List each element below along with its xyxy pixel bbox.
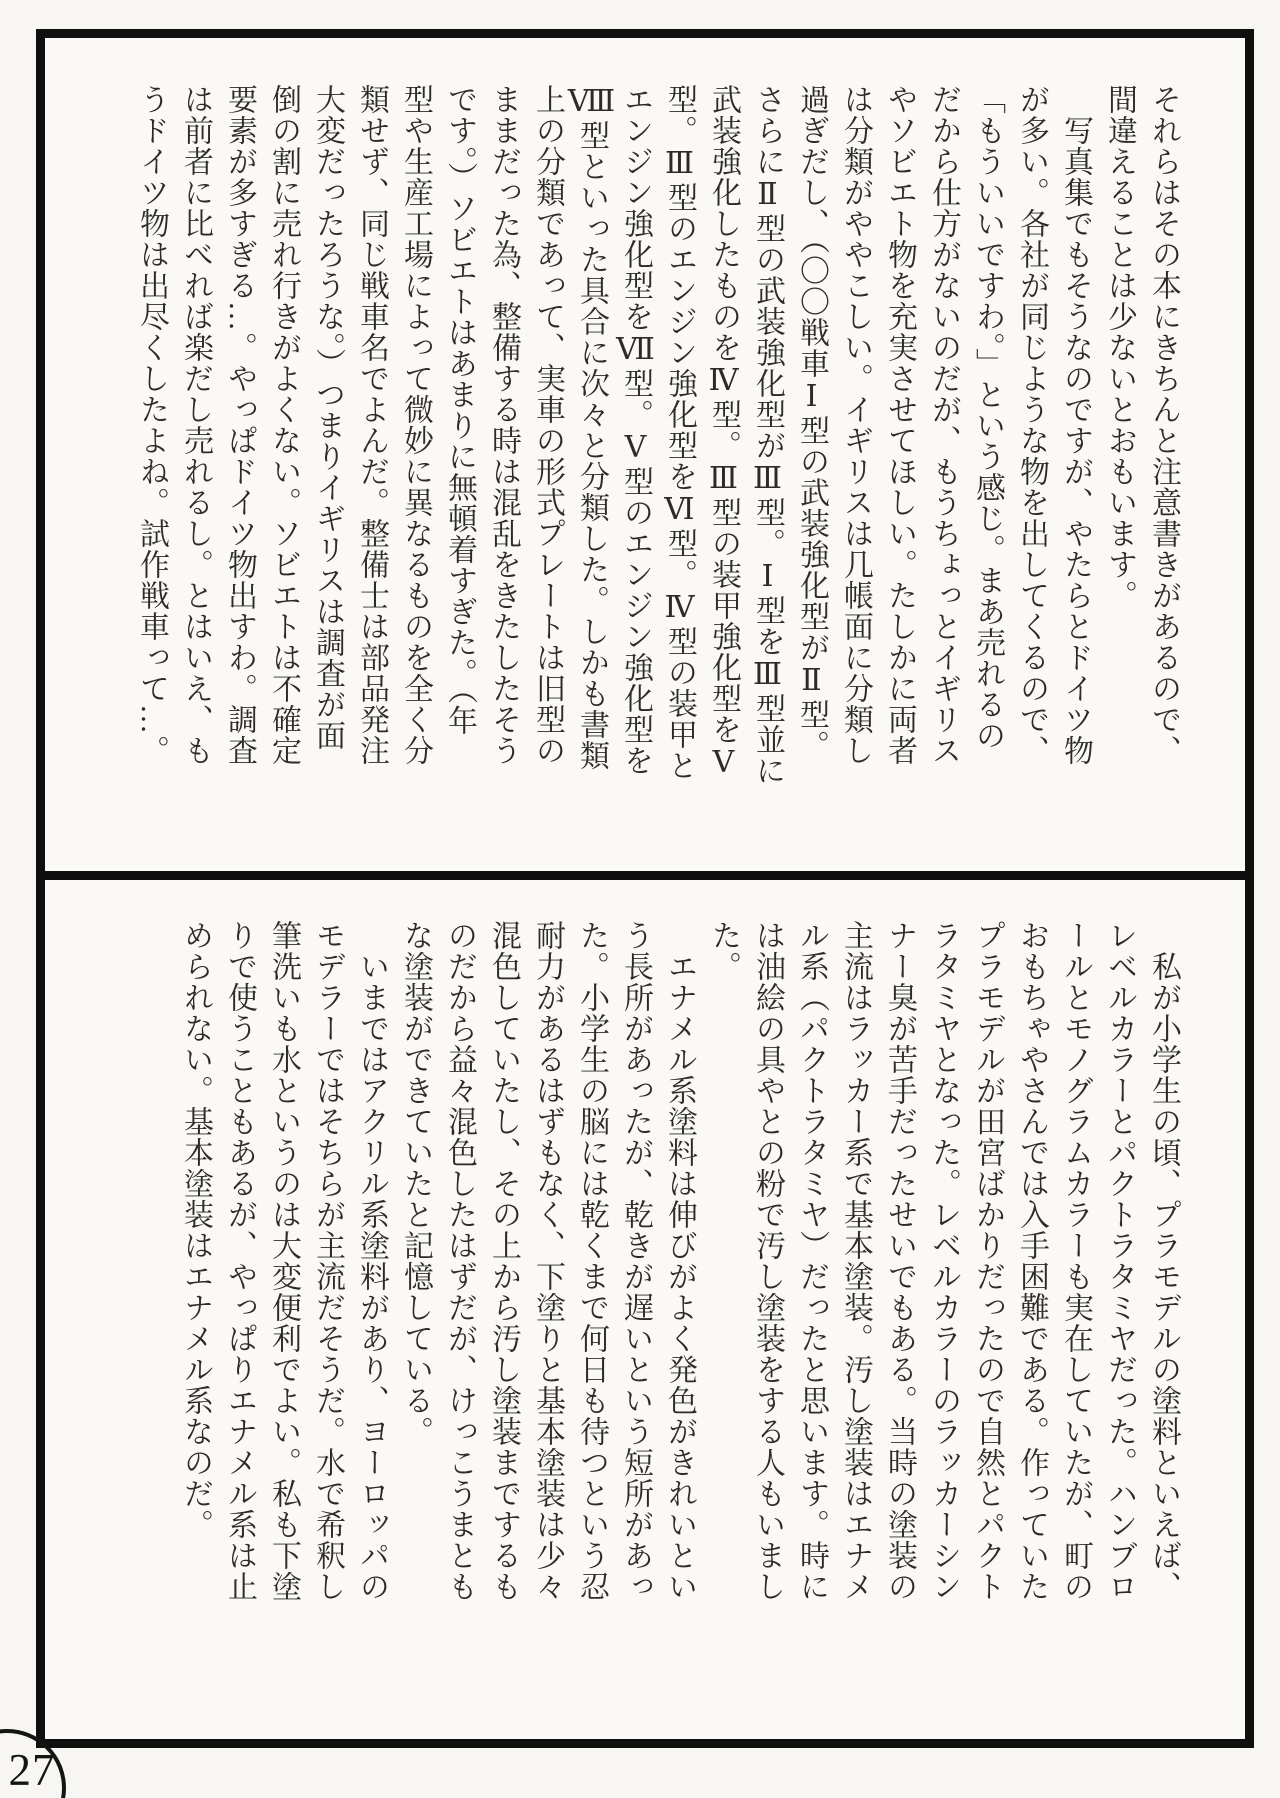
text-column: た。小学生の脳には乾くまで何日も待つという忍 (575, 920, 608, 1602)
section-divider-rule (45, 871, 1245, 880)
text-column: だから仕方がないのだが、もうちょっとイギリス (927, 84, 960, 766)
text-column: められない。基本塗装はエナメル系なのだ。 (179, 920, 212, 1540)
text-column: は前者に比べれば楽だし売れるし。とはいえ、も (179, 84, 212, 766)
text-column: 大変だったろうな。）つまりイギリスは調査が面 (311, 84, 344, 751)
text-column: 写真集でもそうなのですが、やたらとドイツ物 (1059, 84, 1092, 766)
text-column: 主流はラッカー系で基本塗装。汚し塗装はエナメ (839, 920, 872, 1602)
text-column: 筆洗いも水というのは大変便利でよい。私も下塗 (267, 920, 300, 1602)
page-number: 27 (8, 1745, 56, 1795)
text-column: エナメル系塗料は伸びがよく発色がきれいとい (663, 920, 696, 1602)
text-column: レベルカラーとパクトラタミヤだった。ハンブロ (1103, 920, 1136, 1602)
text-column: ールとモノグラムカラーも実在していたが、町の (1059, 920, 1092, 1602)
text-column: さらにⅡ型の武装強化型がⅢ型。Ⅰ型をⅢ型並に (751, 84, 784, 786)
text-column: りで使うこともあるが、やっぱりエナメル系は止 (223, 920, 256, 1602)
top-text-block (129, 84, 1185, 786)
text-column: やソビエト物を充実させてほしい。たしかに両者 (883, 84, 916, 766)
text-column: 型。Ⅲ型のエンジン強化型をⅥ型。Ⅳ型の装甲と (663, 84, 696, 781)
text-column: ナー臭が苦手だったせいでもある。当時の塗装の (883, 920, 916, 1602)
text-column: 要素が多すぎる…。やっぱドイツ物出すわ。調査 (223, 84, 256, 766)
text-column: 上の分類であって、実車の形式プレートは旧型の (531, 84, 564, 766)
text-column: ル系（パクトラタミヤ）だったと思います。時に (795, 920, 828, 1602)
text-column: モデラーではそちらが主流だそうだ。水で希釈し (311, 920, 344, 1602)
text-column: それらはその本にきちんと注意書きがあるので、 (1147, 84, 1180, 766)
text-column: いまではアクリル系塗料があり、ヨーロッパの (355, 920, 388, 1602)
text-column: 過ぎだし、（〇〇戦車Ⅰ型の武装強化型がⅡ型。 (795, 84, 828, 761)
text-column: Ⅷ型といった具合に次々と分類した。しかも書類 (575, 84, 608, 771)
text-column: 倒の割に売れ行きがよくない。ソビエトは不確定 (267, 84, 300, 766)
text-column: です。）ソビエトはあまりに無頓着すぎた。（年 (443, 84, 476, 736)
text-column: のだから益々混色したはずだが、けっこうまとも (443, 920, 476, 1602)
text-column: は油絵の具やとの粉で汚し塗装をする人もいまし (751, 920, 784, 1602)
text-column: う長所があったが、乾きが遅いという短所があっ (619, 920, 652, 1602)
text-column: 耐力があるはずもなく、下塗りと基本塗装は少々 (531, 920, 564, 1602)
text-column: た。 (707, 920, 740, 982)
text-column: おもちゃやさんでは入手困難である。作っていた (1015, 920, 1048, 1602)
text-column: プラモデルが田宮ばかりだったので自然とパクト (971, 920, 1004, 1602)
text-column: 類せず、同じ戦車名でよんだ。整備士は部品発注 (355, 84, 388, 766)
bottom-text-block (173, 920, 1185, 1600)
text-column: 混色していたし、その上から汚し塗装までするも (487, 920, 520, 1602)
text-column: ままだった為、整備する時は混乱をきたしたそう (487, 84, 520, 766)
text-column: が多い。各社が同じような物を出してくるので、 (1015, 84, 1048, 766)
text-column: ラタミヤとなった。レベルカラーのラッカーシン (927, 920, 960, 1602)
text-column: な塗装ができていたと記憶している。 (399, 920, 432, 1447)
text-column: 私が小学生の頃、プラモデルの塗料といえば、 (1147, 920, 1180, 1602)
text-column: 「もういいですわ。」という感じ。まあ売れるの (971, 84, 1004, 751)
text-column: うドイツ物は出尽くしたよね。試作戦車って…。 (135, 84, 168, 766)
text-column: エンジン強化型をⅦ型。Ⅴ型のエンジン強化型を (619, 84, 652, 776)
text-column: は分類がややこしい。イギリスは几帳面に分類し (839, 84, 872, 766)
text-column: 型や生産工場によって微妙に異なるものを全く分 (399, 84, 432, 766)
text-column: 武装強化したものをⅣ型。Ⅲ型の装甲強化型をⅤ (707, 84, 740, 781)
text-column: 間違えることは少ないとおもいます。 (1103, 84, 1136, 611)
